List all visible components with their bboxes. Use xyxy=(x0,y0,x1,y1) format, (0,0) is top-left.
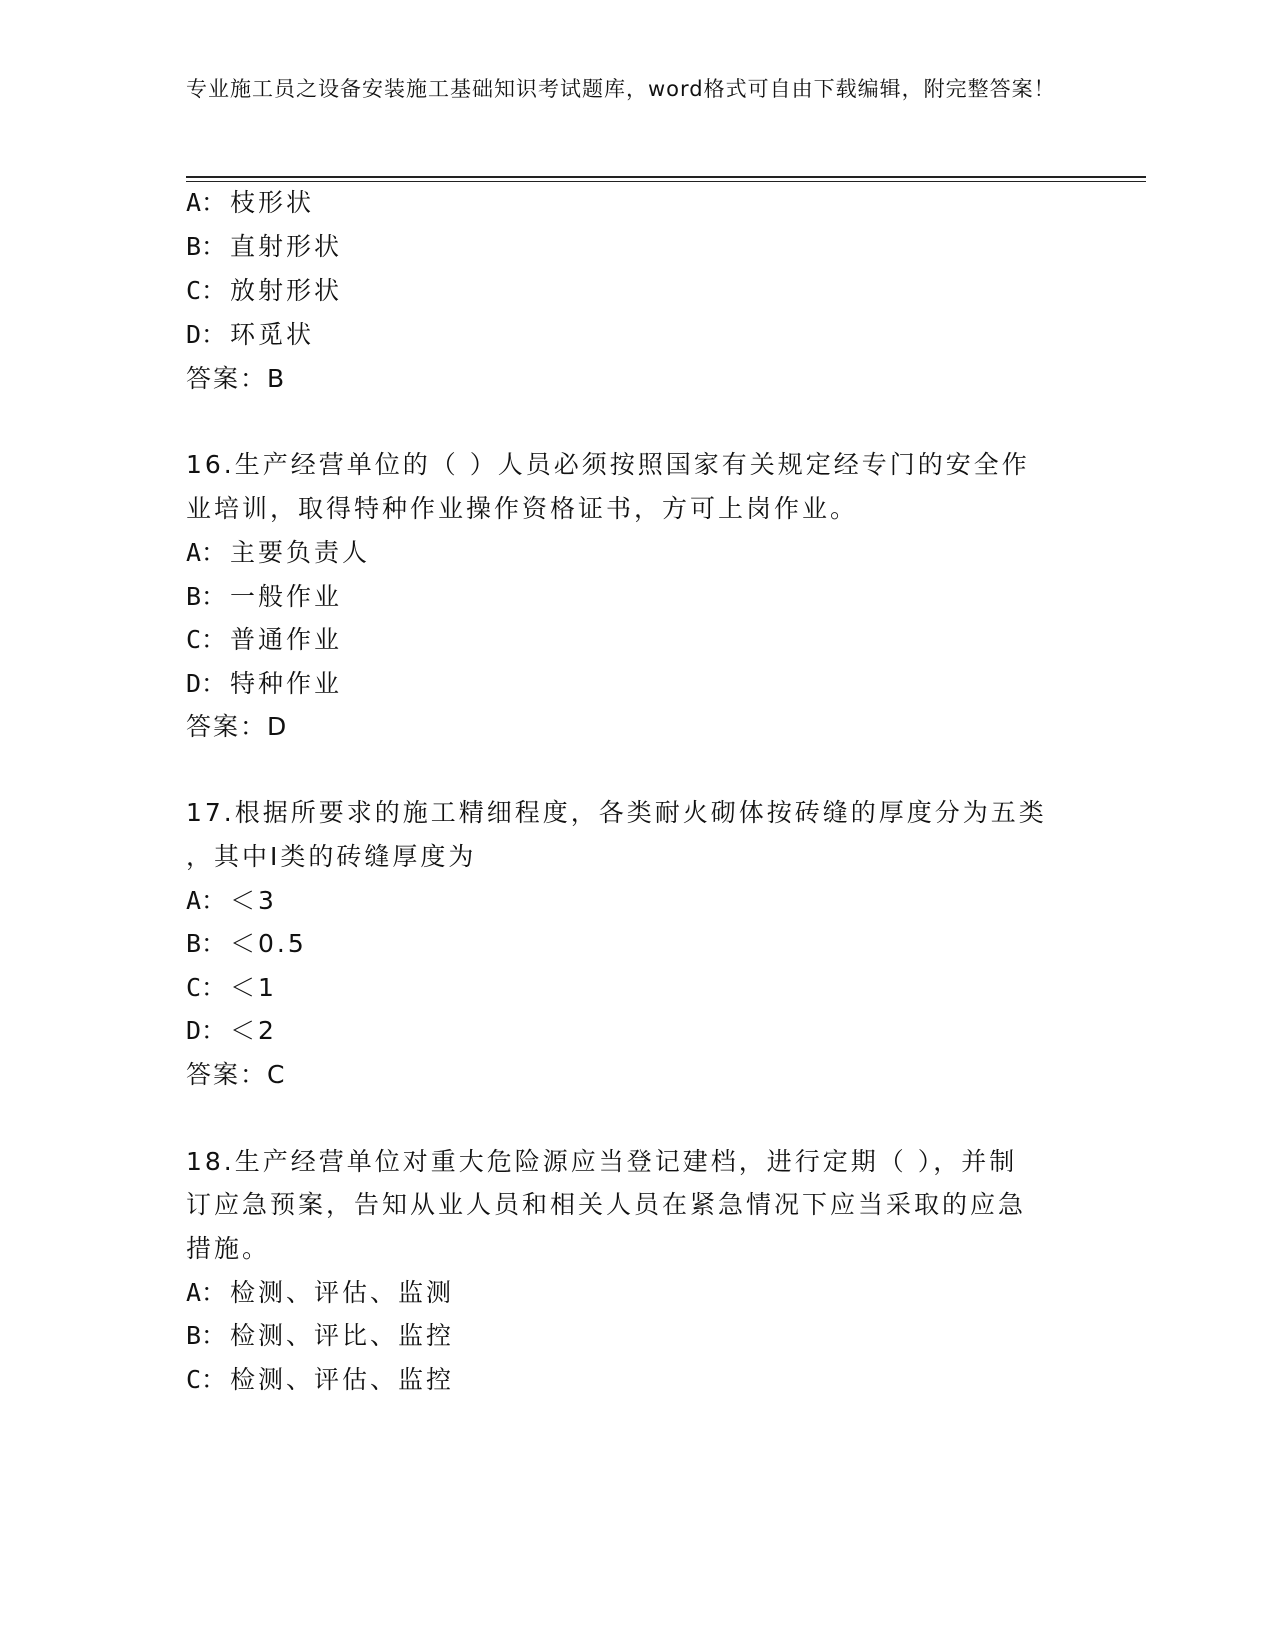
option-c xyxy=(186,275,342,307)
option-letter: A： xyxy=(186,538,227,567)
header-divider xyxy=(186,176,1146,178)
option-letter: D： xyxy=(186,320,227,349)
question-text: ，其中Ⅰ类的砖缝厚度为 xyxy=(186,842,477,871)
option-letter: B： xyxy=(186,1321,227,1350)
option-letter: B： xyxy=(186,929,227,958)
option-text: ＜3 xyxy=(230,886,277,915)
option-a xyxy=(186,187,314,219)
option-letter: D： xyxy=(186,669,227,698)
question-text: 18.生产经营单位对重大危险源应当登记建档，进行定期（ ），并制 xyxy=(186,1147,1018,1176)
option-text: 检测、评比、监控 xyxy=(230,1321,455,1350)
option-b xyxy=(186,1320,454,1352)
option-b xyxy=(186,231,342,263)
option-text: 检测、评估、监控 xyxy=(230,1365,455,1394)
question-text: 16.生产经营单位的（ ）人员必须按照国家有关规定经专门的安全作 xyxy=(186,450,1030,479)
option-c xyxy=(186,1364,454,1396)
option-letter: A： xyxy=(186,1278,227,1307)
question-text: 17.根据所要求的施工精细程度，各类耐火砌体按砖缝的厚度分为五类 xyxy=(186,798,1047,827)
option-d xyxy=(186,668,342,700)
answer: 答案：C xyxy=(186,1060,287,1089)
option-letter: C： xyxy=(186,276,227,305)
option-d xyxy=(186,1015,277,1047)
answer: 答案：D xyxy=(186,712,289,741)
option-text: 枝形状 xyxy=(230,188,315,217)
question-text: 措施。 xyxy=(186,1234,271,1263)
option-d xyxy=(186,319,314,351)
option-text: 普通作业 xyxy=(230,625,343,654)
option-letter: C： xyxy=(186,973,227,1002)
option-text: 直射形状 xyxy=(230,232,343,261)
header-divider-thin xyxy=(186,181,1146,182)
option-letter: C： xyxy=(186,1365,227,1394)
question-text: 订应急预案，告知从业人员和相关人员在紧急情况下应当采取的应急 xyxy=(186,1190,1027,1219)
option-text: 环觅状 xyxy=(230,320,315,349)
option-letter: D： xyxy=(186,1016,227,1045)
option-b xyxy=(186,928,307,960)
option-text: 特种作业 xyxy=(230,669,343,698)
option-text: ＜0.5 xyxy=(230,929,307,958)
question-text: 业培训，取得特种作业操作资格证书，方可上岗作业。 xyxy=(186,494,859,523)
option-text: 放射形状 xyxy=(230,276,343,305)
option-text: ＜1 xyxy=(230,973,277,1002)
answer: 答案：B xyxy=(186,364,287,393)
option-letter: B： xyxy=(186,582,227,611)
option-b xyxy=(186,581,342,613)
option-a xyxy=(186,537,370,569)
option-text: 一般作业 xyxy=(230,582,343,611)
option-c xyxy=(186,624,342,656)
option-letter: B： xyxy=(186,232,227,261)
option-text: 主要负责人 xyxy=(230,538,371,567)
document-header: 专业施工员之设备安装施工基础知识考试题库，word格式可自由下载编辑，附完整答案！ xyxy=(186,77,1056,101)
option-letter: A： xyxy=(186,886,227,915)
option-text: 检测、评估、监测 xyxy=(230,1278,455,1307)
option-letter: C： xyxy=(186,625,227,654)
option-a xyxy=(186,1277,454,1309)
option-c xyxy=(186,972,277,1004)
option-a xyxy=(186,885,277,917)
option-text: ＜2 xyxy=(230,1016,277,1045)
option-letter: A： xyxy=(186,188,227,217)
